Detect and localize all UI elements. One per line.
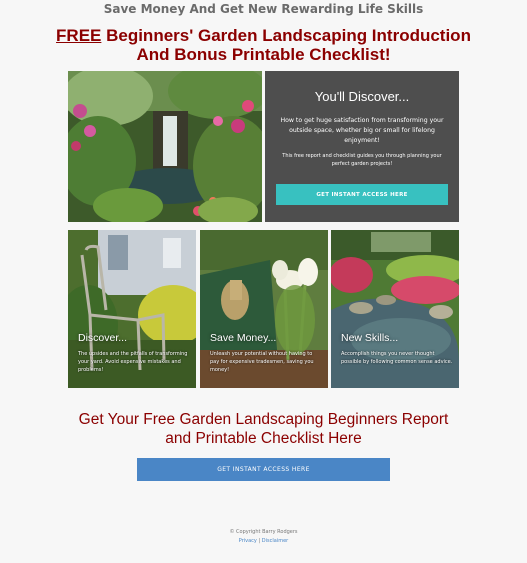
headline-line2: And Bonus Printable Checklist! (136, 45, 391, 64)
card-title: Discover... (78, 332, 128, 344)
headline-free: FREE (56, 26, 102, 45)
card-text: The upsides and the pitfalls of transforming your yard. Avoid expensive mistakes and problems! (78, 351, 188, 373)
card-save-money (200, 230, 328, 388)
headline-line1: Beginners' Garden Landscaping Introduction (101, 26, 471, 45)
card-new-skills (331, 230, 459, 388)
card-title: Save Money... (210, 332, 277, 344)
copyright-text: © Copyright Barry Rodgers (229, 529, 298, 535)
bottom-headline (40, 411, 487, 448)
panel-subtext: This free report and checklist guides you through planning your perfect garden projects! (282, 153, 442, 167)
card-discover (68, 230, 196, 388)
instant-access-button[interactable]: GET INSTANT ACCESS HERE (276, 184, 448, 205)
panel-title: You'll Discover... (314, 89, 410, 104)
card-text: Unleash your potential without having to pay for expensive tradesmen, saving you money! (210, 351, 314, 373)
card-title: New Skills... (341, 332, 399, 344)
bottom-instant-access-button[interactable]: GET INSTANT ACCESS HERE (137, 458, 390, 481)
garden-waterfall-image (68, 71, 262, 222)
bottom-headline-line2: and Printable Checklist Here (165, 429, 362, 447)
discover-panel (265, 71, 459, 222)
footer-separator: | (258, 538, 261, 544)
privacy-link[interactable]: Privacy (238, 538, 257, 544)
card-text: Accomplish things you never thought possible by following common sense advice. (341, 351, 453, 365)
disclaimer-link[interactable]: Disclaimer (261, 538, 289, 544)
bottom-headline-line1: Get Your Free Garden Landscaping Beginners Report (78, 411, 449, 428)
panel-description: How to get huge satisfaction from transforming your outside space, whether big or small for lifelong enjoyment! (280, 117, 444, 144)
footer (0, 528, 527, 546)
page-headline (40, 26, 487, 64)
tagline: Save Money And Get New Rewarding Life Skills (103, 2, 424, 16)
